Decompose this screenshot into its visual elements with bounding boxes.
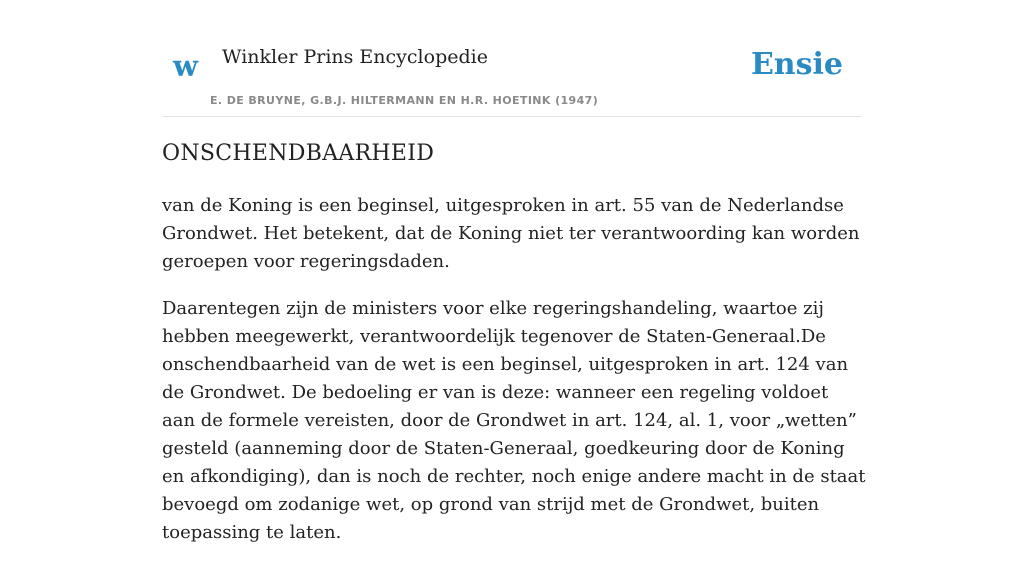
page-title: ONSCHENDBAARHEID bbox=[162, 141, 435, 166]
article-paragraph: Daarentegen zijn de ministers voor elke regeringshandeling, waartoe zij hebben meegewerkt, verantwoordelijk tegenover de Staten-Generaal.De onschendbaarheid van de wet is een beginsel, uitgesproken in art. 124 van de Grondwet. De bedoeling er van is deze: wanneer een regeling voldoet aan de formele vereisten, door de Grondwet in art. 124, al. 1, voor „wetten” gesteld (aanneming door de Staten-Generaal, goedkeuring door de Koning en afkondiging), dan is noch de rechter, noch enige andere macht in de staat bevoegd om zodanige wet, op grond van strijd met de Grondwet, buiten toepassing te laten. bbox=[162, 298, 866, 543]
article-paragraph: van de Koning is een beginsel, uitgesproken in art. 55 van de Nederlandse Grondwet. Het betekent, dat de Koning niet ter verantwoording kan worden geroepen voor regeringsdaden. bbox=[162, 195, 860, 272]
book-title-link[interactable]: Winkler Prins Encyclopedie bbox=[222, 46, 488, 68]
article-body bbox=[162, 192, 866, 566]
header bbox=[162, 0, 862, 117]
winkler-prins-logo[interactable]: w bbox=[173, 49, 198, 83]
authors-line: E. DE BRUYNE, G.B.J. HILTERMANN EN H.R. HOETINK (1947) bbox=[210, 94, 599, 107]
ensie-logo[interactable]: Ensie bbox=[750, 47, 843, 82]
